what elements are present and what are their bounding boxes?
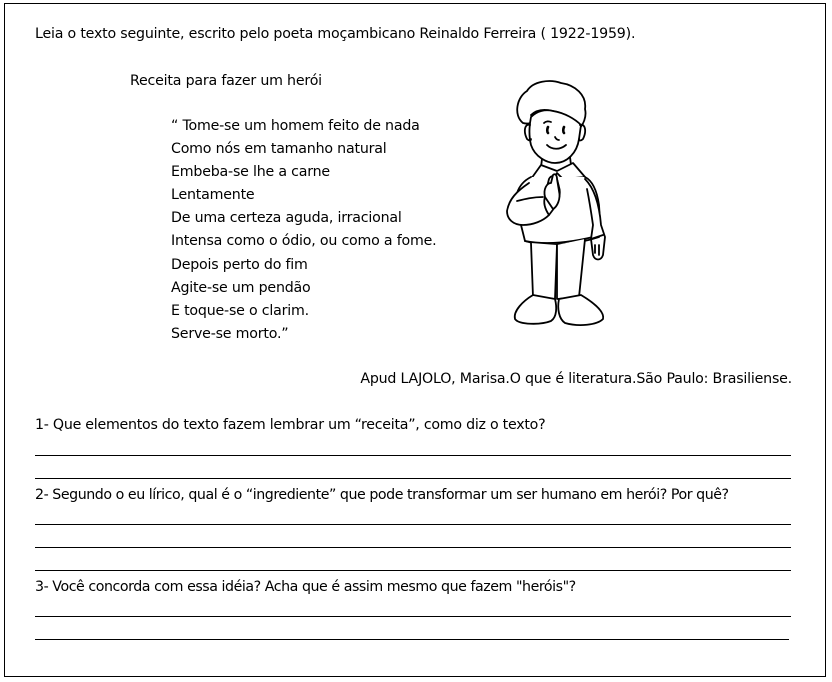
poem-line: Serve-se morto.” bbox=[171, 325, 289, 342]
answer-line-q2-1[interactable] bbox=[35, 524, 791, 525]
answer-line-q3-1[interactable] bbox=[35, 616, 791, 617]
poem-line: Agite-se um pendão bbox=[171, 279, 311, 296]
poem-body bbox=[171, 117, 436, 348]
answer-line-q1-2[interactable] bbox=[35, 478, 791, 479]
man-illustration-icon bbox=[495, 75, 615, 330]
answer-line-q3-2[interactable] bbox=[35, 639, 789, 640]
poem-line: Intensa como o ódio, ou como a fome. bbox=[171, 233, 437, 250]
answer-line-q2-2[interactable] bbox=[35, 547, 791, 548]
poem-line: De uma certeza aguda, irracional bbox=[171, 210, 402, 227]
question-1: 1- Que elementos do texto fazem lembrar um “receita”, como diz o texto? bbox=[35, 417, 546, 433]
poem-line: E toque-se o clarim. bbox=[171, 302, 309, 319]
poem-line: “ Tome-se um homem feito de nada bbox=[171, 118, 420, 134]
answer-line-q1-1[interactable] bbox=[35, 455, 791, 456]
poem-citation: Apud LAJOLO, Marisa.O que é literatura.São Paulo: Brasiliense. bbox=[360, 371, 792, 387]
question-3: 3- Você concorda com essa idéia? Acha que é assim mesmo que fazem "heróis"? bbox=[35, 579, 576, 595]
intro-text: Leia o texto seguinte, escrito pelo poeta moçambicano Reinaldo Ferreira ( 1922-1959). bbox=[35, 26, 636, 42]
question-2: 2- Segundo o eu lírico, qual é o “ingrediente” que pode transformar um ser humano em herói? Por quê? bbox=[35, 487, 729, 503]
poem-line: Lentamente bbox=[171, 187, 255, 204]
poem-line: Embeba-se lhe a carne bbox=[171, 164, 330, 181]
poem-title: Receita para fazer um herói bbox=[130, 73, 322, 89]
poem-line: Como nós em tamanho natural bbox=[171, 141, 387, 158]
answer-line-q2-3[interactable] bbox=[35, 570, 791, 571]
poem-line: Depois perto do fim bbox=[171, 256, 308, 273]
